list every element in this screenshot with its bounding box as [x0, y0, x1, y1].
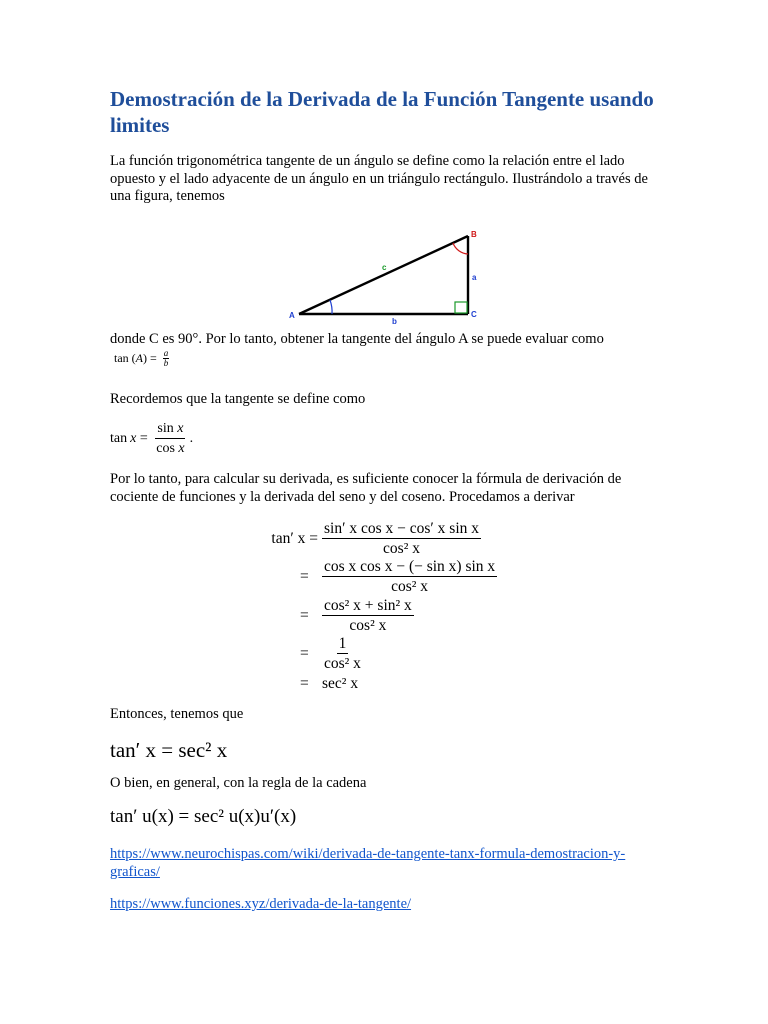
recall-paragraph: Recordemos que la tangente se define como	[110, 391, 366, 407]
after-figure-paragraph: donde C es 90°. Por lo tanto, obtener la tangente del ángulo A se puede evaluar como	[110, 331, 604, 347]
label-side-c: c	[382, 263, 387, 272]
label-vertex-a: A	[289, 311, 295, 320]
chain-intro-paragraph: O bien, en general, con la regla de la cadena	[110, 775, 367, 791]
tan-a-numerator: a	[163, 348, 169, 358]
derivation-step-1: tan′ x = $\frac{\text{sin′ x cos x − cos′ x sin x}}{\text{cos² x}}$	[258, 520, 484, 557]
then-paragraph: Entonces, tenemos que	[110, 706, 244, 722]
tan-a-lhs: tan	[114, 351, 129, 365]
label-side-b: b	[392, 317, 397, 326]
page-title: Demostración de la Derivada de la Función Tangente usando limites	[110, 87, 654, 137]
tan-def-lhs: tan	[110, 430, 128, 446]
label-vertex-b: B	[471, 230, 477, 239]
chain-rule-formula: tan′ u(x) = sec² u(x)u′(x)	[110, 806, 297, 827]
derivation-final: = sec² x	[300, 675, 359, 692]
result-formula: tan′ x = sec² x	[110, 738, 228, 762]
link-funciones[interactable]: https://www.funciones.xyz/derivada-de-la-tangente/	[110, 896, 412, 912]
link-neurochispas[interactable]: https://www.neurochispas.com/wiki/derivada-de-tangente-tanx-formula-demostracion-y-graficas/	[110, 846, 626, 880]
tan-a-formula: tan ( A ) = $\frac{a}{b}$	[114, 348, 169, 368]
tan-a-fraction	[163, 349, 170, 368]
derivation-step-2: = $\frac{\text{cos x cos x − (− sin x) sin x}}{\text{cos² x}}$	[300, 558, 496, 595]
right-triangle-figure	[286, 224, 490, 326]
derivation-step-3: = $\frac{\text{cos² x + sin² x}}{\text{cos² x}}$	[300, 597, 412, 634]
derivation-lhs: tan′ x =	[271, 529, 318, 547]
derivative-paragraph: Por lo tanto, para calcular su derivada, es suficiente conocer la fórmula de derivación de cociente de funciones y la derivada del seno y del coseno. Procedamos a derivar	[110, 471, 622, 505]
tan-def-fraction: $\frac{\text{sin x}}{\text{cos x}}$	[156, 421, 185, 456]
tan-a-denominator: b	[163, 358, 169, 368]
label-side-a: a	[472, 273, 477, 282]
label-vertex-c: C	[471, 310, 477, 319]
intro-paragraph: La función trigonométrica tangente de un ángulo se define como la relación entre el lado opuesto y el lado adyacente de un ángulo en un triángulo rectángulo. Ilustrándolo a través de una figura, tenemos	[110, 153, 648, 204]
tan-a-arg: A	[135, 351, 144, 365]
derivation-step-4: = $\frac{1}{\text{cos² x}}$	[300, 635, 361, 672]
tan-definition: tan x = $\frac{\text{sin x}}{\text{cos x}}$ .	[110, 421, 194, 456]
